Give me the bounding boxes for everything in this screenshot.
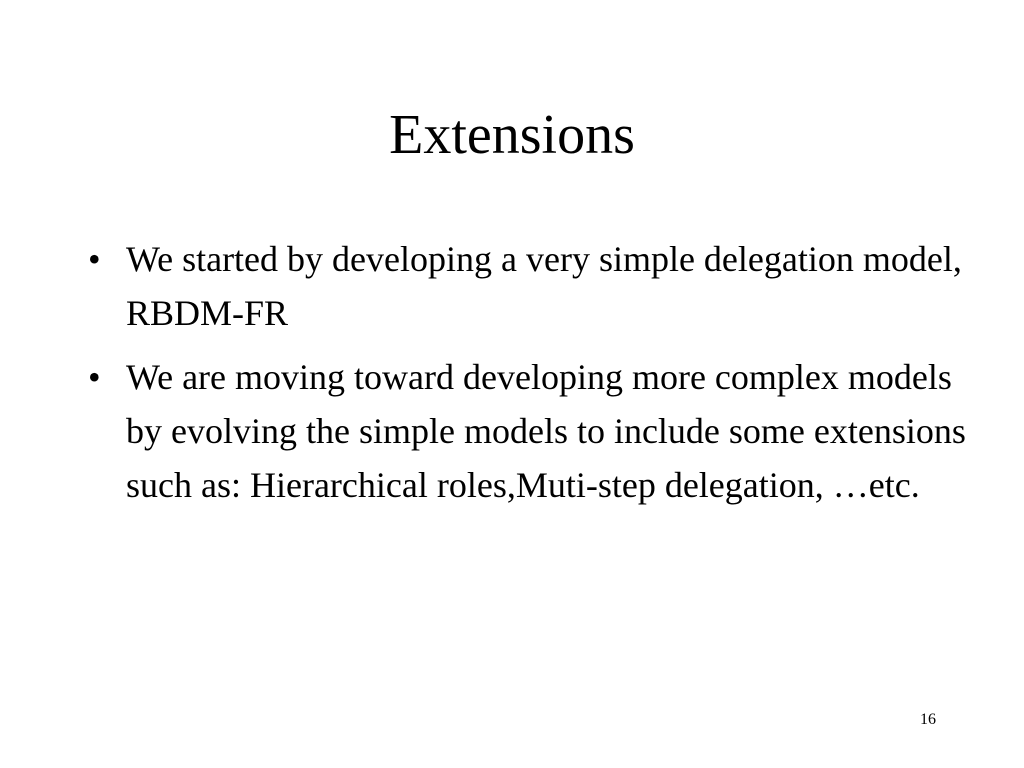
bullet-item: [88, 350, 968, 512]
slide-title: Extensions: [389, 104, 635, 166]
bullet-list: [88, 232, 968, 522]
bullet-text: We started by developing a very simple delegation model, RBDM-FR: [126, 239, 962, 333]
bullet-marker: •: [88, 239, 101, 279]
bullet-marker: •: [88, 357, 101, 397]
bullet-item: [88, 232, 968, 340]
bullet-text: We are moving toward developing more complex models by evolving the simple models to include some extensions such as: Hierarchical roles,Muti-step delegation, …etc.: [126, 357, 966, 505]
slide-number: 16: [920, 711, 936, 728]
